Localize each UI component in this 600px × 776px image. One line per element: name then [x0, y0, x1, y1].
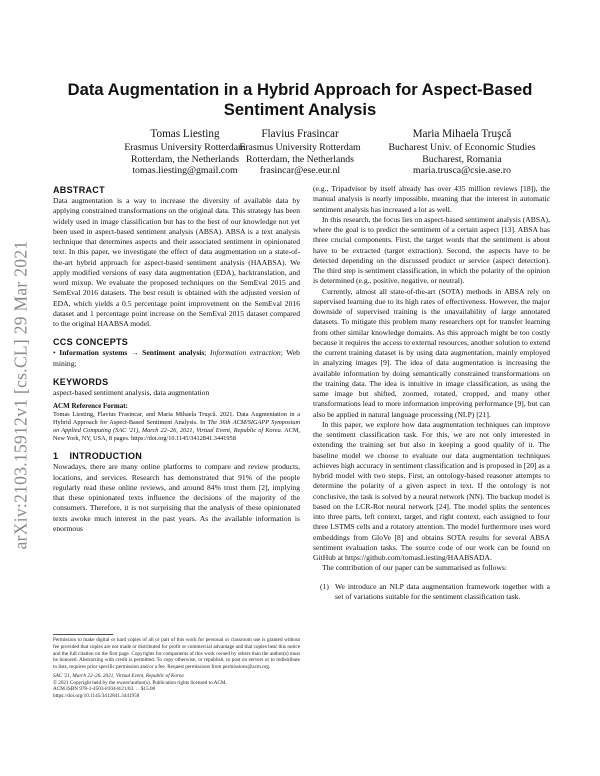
ccs-concept-systems: Information systems — [59, 348, 128, 358]
ccs-bullet: • — [53, 348, 56, 358]
ccs-concepts: • Information systems → Sentiment analysis; Information extraction; Web mining; — [53, 348, 300, 368]
reference-format — [53, 402, 300, 443]
author-block — [0, 128, 600, 178]
permission-doi: https://doi.org/10.1145/3412841.3441958 — [53, 693, 140, 699]
contribution-list — [313, 582, 550, 603]
right-column — [313, 184, 550, 602]
author-3 — [367, 128, 557, 177]
author-affiliation: Erasmus University Rotterdam — [124, 142, 246, 153]
left-column — [53, 184, 300, 534]
permission-text: Permission to make digital or hard copies of all or part of this work for personal or classroom use is granted without fee provided that copies are not made or distributed for profit or commercial advantage and that copies bear this notice and the full citation on the first page. Copyrights for components of this work owned by others than the author(s) must be honored. Abstracting with credit is permitted. To copy otherwise, or republish, to post on servers or to redistribute to lists, requires prior specific permission and/or a fee. Request permissions from permissions@acm.org. — [53, 637, 300, 670]
list-item-text: We introduce an NLP data augmentation framework together with a set of variations suitable for the sentiment classification task. — [335, 581, 550, 601]
list-item-number: (1) — [320, 581, 329, 591]
permission-copyright: © 2021 Copyright held by the owner/author(s). Publication rights licensed to ACM. — [53, 679, 227, 686]
arxiv-sidebar-stamp — [6, 225, 36, 565]
permission-isbn: ACM ISBN 978-1-4503-8104-8/21/03. . . $15.00 — [53, 686, 156, 693]
permission-footnote — [53, 634, 300, 700]
reference-authors: Tomas Liesting, Flavius Frasincar, and Maria Mihaela Truşcă. 2021. Data Augmentation in a Hybrid Approach for Aspect-Based Sentiment Analysis. In — [53, 411, 300, 427]
author-name: Tomas Liesting — [150, 128, 220, 140]
reference-format-heading: ACM Reference Format: — [53, 402, 128, 410]
intro-paragraph-absa: In this research, the focus lies on aspect-based sentiment analysis (ABSA), where the goal is to predict the sentiment of a certain aspect [13]. ABSA has three crucial components. First, the target words that the sentiment is about have to be extracted (target extraction). Second, the aspects have to be detected depending on the discussed product or service (aspect detection). The third step is sentiment classification, in which the polarity of the opinion is determined (e.g., positive, negative, or neutral). — [313, 214, 550, 286]
list-item — [313, 582, 550, 603]
author-email: frasincar@ese.eur.nl — [259, 165, 341, 176]
intro-paragraph-sota: Currently, almost all state-of-the-art (SOTA) methods in ABSA rely on supervised learning due to its high rates of effectiveness. However, the major downside of supervised training is the unavailability of large annotated datasets. To mitigate this problem many researchers opt for transfer learning from other similar knowledge domains. As this approach might be too costly because it requires the access to external resources, another solution to extend the current training dataset is by using data augmentation, mainly employed in analyzing images [9]. The idea of data augmentation is increasing the available information by doing semantically constrained transformations on the training data. The idea is intuitive in image classification, as using the same image but shifted, zoomed, rotated, cropped, and many other transformations lead to more information improving performance [9], but can also be applied in natural language processing (NLP) [21]. — [313, 286, 550, 419]
keywords-text: aspect-based sentiment analysis, data augmentation — [53, 387, 210, 397]
abstract-heading: ABSTRACT — [53, 185, 105, 195]
paper-title: Data Augmentation in a Hybrid Approach for Aspect-Based Sentiment Analysis — [67, 80, 533, 119]
intro-paragraph-approach: In this paper, we explore how data augmentation techniques can improve the sentiment classification task. For this, we are not only interested in extending the training set but also in keeping a good quality of it. The baseline model we choose to evaluate our data augmentation techniques achieves high accuracy in sentiment classification and is proposed in [20] as a hybrid model with two steps. First, an ontology-based reasoner attempts to determine the polarity of a given aspect in text. If the ontology is not conclusive, the task is solved by a neural network (NN). The backup model is based on the LCR-Rot neural network [24]. The model splits the sentences into three parts, left context, target, and right context, each assigned to four three LSTMS cells and a rotatory attention. The model furthermore uses word embeddings from GloVe [8] and obtains SOTA results for several ABSA sentiment evaluation tasks. The source code of our work can be found on GitHub at https://github.com/tomasLiesting/HAABSADA. — [313, 419, 551, 562]
intro-paragraph: Nowadays, there are many online platforms to compare and review products, locations, and services. Research has demonstrated that 91% of the people regularly read these online reviews, and around 84% trust them [2], implying that these opinionated texts influence the decisions of the majority of the consumers. Therefore, it is not surprising that the analysis of these opinionated texts awoke much interest in the past years. As the available information is enormous — [53, 462, 300, 533]
intro-heading: 1 INTRODUCTION — [53, 451, 143, 462]
author-affiliation: Erasmus University Rotterdam — [239, 142, 361, 153]
ccs-concept-web: ; Web mining; — [53, 348, 300, 368]
ccs-heading: CCS CONCEPTS — [53, 337, 129, 348]
author-email: tomas.liesting@gmail.com — [132, 165, 238, 176]
permission-venue: SAC '21, March 22–26, 2021, Virtual Event, Republic of Korea — [53, 672, 184, 679]
author-email: maria.trusca@csie.ase.ro — [413, 165, 511, 176]
intro-paragraph-contribution: The contribution of our paper can be summarised as follows: — [322, 563, 507, 573]
abstract-text: Data augmentation is a way to increase the diversity of available data by applying constrained transformations on the original data. This strategy has been widely used in image classification but has to the best of our knowledge not yet been used in aspect-based sentiment analysis (ABSA). ABSA is a text analysis technique that determines aspects and their associated sentiment in opinionated text. In this paper, we investigate the effect of data augmentation on a state-of-the-art hybrid approach for aspect-based sentiment analysis (HAABSA). We apply modified versions of easy data augmentation (EDA), backtranslation, and word mixup. We evaluate the proposed techniques on the SemEval 2015 and SemEval 2016 datasets. The best result is obtained with the adjusted version of EDA, which yields a 0.5 percentage point improvement on the SemEval 2016 dataset and 1 percentage point increase on the SemEval 2015 dataset compared to the original HAABSA model. — [53, 196, 300, 328]
reference-venue: The 36th ACM/SIGAPP Symposium on Applied Computing (SAC '21), March 22–26, 2021, Virtual Event, Republic of Korea. — [53, 419, 300, 435]
author-location: Bucharest, Romania — [422, 153, 502, 165]
author-name: Flavius Frasincar — [261, 128, 339, 140]
author-name: Maria Mihaela Truşcă — [412, 128, 512, 140]
reference-rest: ACM, New York, NY, USA, 8 pages. https://doi.org/10.1145/3412841.3441958 — [53, 427, 300, 443]
ccs-concept-sentiment: Sentiment analysis — [142, 348, 205, 358]
ccs-arrow: → — [130, 348, 139, 358]
author-location: Rotterdam, the Netherlands — [245, 153, 354, 165]
arxiv-identifier: arXiv:2103.15912v1 [cs.CL] 29 Mar 2021 — [10, 240, 31, 550]
keywords-heading: KEYWORDS — [53, 376, 109, 387]
author-location: Rotterdam, the Netherlands — [130, 153, 239, 165]
author-affiliation: Bucharest Univ. of Economic Studies — [388, 142, 536, 153]
intro-continuation: (e.g., Tripadvisor by itself already has over 435 million reviews [18]), the manual analysis is nearly impossible, meaning that the interest in automatic sentiment analysis has increased a lot as well. — [313, 184, 550, 214]
ccs-concept-extraction: Information extraction — [210, 348, 281, 358]
